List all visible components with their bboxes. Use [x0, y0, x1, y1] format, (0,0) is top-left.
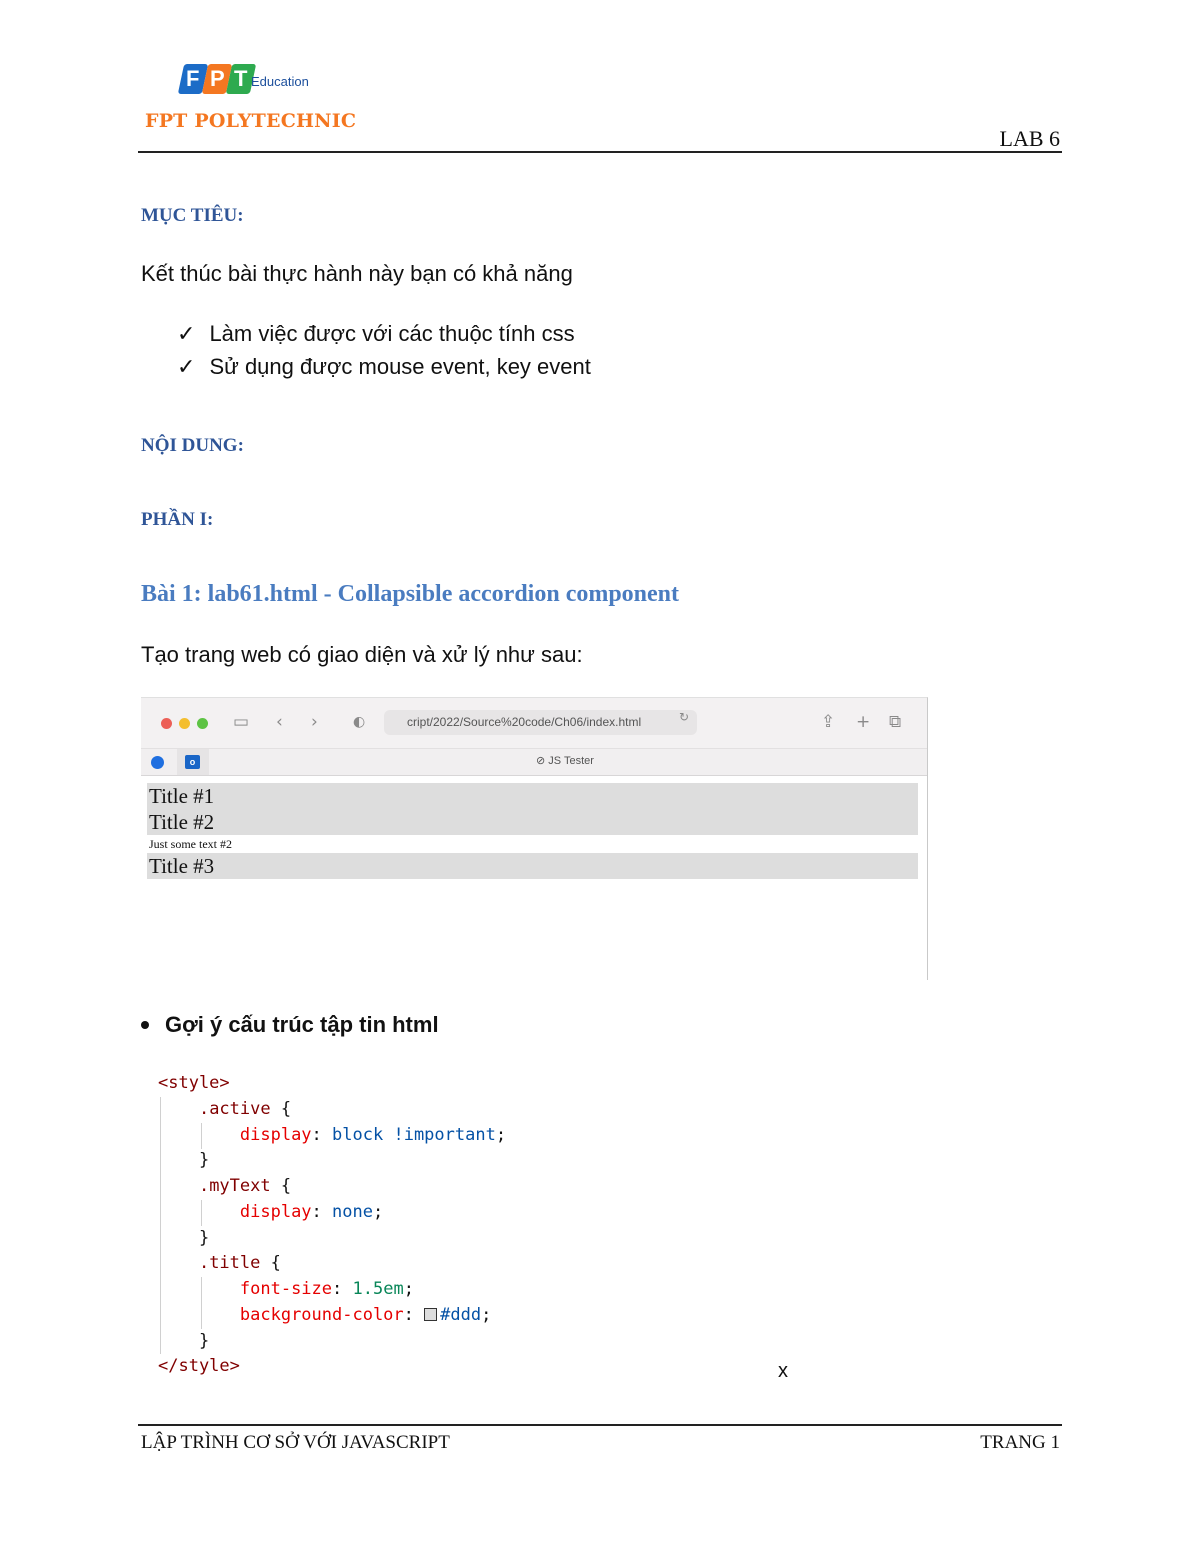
objectives-heading: MỤC TIÊU: [141, 205, 244, 226]
code-property: background-color [239, 1304, 404, 1325]
code-open-tag: <style> [158, 1073, 230, 1093]
code-selector: .active [198, 1098, 271, 1119]
accordion [147, 783, 918, 879]
maximize-window-icon[interactable] [197, 718, 208, 729]
part-heading: PHẦN I: [141, 509, 214, 530]
code-property: display [239, 1201, 312, 1222]
code-line: display: block !important; [239, 1124, 507, 1145]
code-close-tag: </style> [158, 1356, 240, 1377]
code-line: } [158, 1330, 210, 1351]
stray-mark: x [778, 1360, 788, 1382]
logo-letter-f: F [186, 66, 200, 91]
hint-heading-text: Gợi ý cấu trúc tập tin html [165, 1012, 439, 1037]
code-property: font-size [239, 1279, 333, 1299]
code-line: .myText { [198, 1176, 292, 1196]
accordion-title[interactable]: Title #1 [147, 783, 918, 809]
header-divider [138, 151, 1062, 153]
accordion-title[interactable]: Title #3 [147, 853, 918, 879]
new-tab-icon[interactable]: + [856, 712, 871, 732]
outlook-tab[interactable] [177, 749, 209, 775]
accordion-text: Just some text #2 [147, 835, 918, 853]
code-line: .title { [198, 1253, 281, 1274]
code-selector: .title [198, 1253, 261, 1274]
code-value-extra: !important [393, 1124, 496, 1145]
logo-polytechnic-text: FPT POLYTECHNIC [145, 110, 357, 132]
code-line: } [158, 1150, 210, 1171]
objectives-intro: Kết thúc bài thực hành này bạn có khả năng [141, 261, 573, 286]
color-swatch-icon[interactable] [424, 1308, 437, 1321]
objective-item [177, 354, 591, 380]
fpt-logo [145, 60, 365, 140]
lab-number: LAB 6 [999, 126, 1060, 151]
code-line: } [158, 1227, 210, 1248]
browser-screenshot [141, 697, 928, 980]
outlook-icon: o [185, 755, 200, 769]
tab-favicon-icon[interactable] [151, 756, 164, 769]
footer-divider [138, 1424, 1062, 1426]
hint-heading [141, 1012, 439, 1038]
close-window-icon[interactable] [161, 718, 172, 729]
bullet-icon [141, 1021, 149, 1029]
accordion-title[interactable]: Title #2 [147, 809, 918, 835]
sidebar-icon[interactable]: ▭ [233, 712, 250, 732]
instruction-text: Tạo trang web có giao diện và xử lý như sau: [141, 642, 583, 667]
objective-item-text: Làm việc được với các thuộc tính css [209, 321, 575, 346]
footer-page-number: TRANG 1 [980, 1432, 1060, 1453]
logo-education-text: Education [251, 74, 309, 89]
forward-icon[interactable]: › [311, 712, 318, 732]
address-bar[interactable]: cript/2022/Source%20code/Ch06/index.html [384, 710, 697, 735]
code-value: #ddd [440, 1304, 482, 1325]
code-property: display [239, 1124, 312, 1145]
exercise-title: Bài 1: lab61.html - Collapsible accordion component [141, 581, 680, 607]
objective-item [177, 321, 575, 347]
code-value: block [332, 1124, 384, 1145]
fpt-logo-mark [181, 64, 251, 96]
code-value: 1.5em [352, 1279, 404, 1299]
code-line: .active { [198, 1098, 292, 1119]
browser-toolbar [141, 698, 927, 748]
code-block [158, 1071, 506, 1380]
minimize-window-icon[interactable] [179, 718, 190, 729]
shield-icon[interactable]: ◐ [353, 714, 366, 730]
logo-letter-t: T [234, 66, 248, 91]
footer-course-title: LẬP TRÌNH CƠ SỞ VỚI JAVASCRIPT [141, 1432, 450, 1453]
code-line: display: none; [239, 1201, 384, 1222]
reload-icon[interactable]: ↻ [679, 710, 690, 724]
code-selector: .myText [198, 1176, 271, 1196]
code-line: font-size: 1.5em; [239, 1279, 414, 1299]
share-icon[interactable]: ⇪ [821, 712, 836, 732]
code-line: background-color: #ddd; [239, 1304, 492, 1325]
content-heading: NỘI DUNG: [141, 435, 244, 456]
objective-item-text: Sử dụng được mouse event, key event [209, 354, 591, 379]
code-line [158, 1354, 506, 1380]
checkmark-icon: ✓ [177, 321, 196, 346]
tab-overview-icon[interactable]: ⧉ [889, 712, 902, 732]
tab-title-text: JS Tester [548, 755, 594, 767]
code-value: none [332, 1201, 373, 1222]
browser-tab-bar [141, 748, 927, 776]
checkmark-icon: ✓ [177, 354, 196, 379]
active-tab-title[interactable]: ⊘ JS Tester [536, 755, 594, 767]
logo-letter-p: P [209, 66, 225, 91]
back-icon[interactable]: ‹ [276, 712, 283, 732]
code-line [158, 1071, 506, 1097]
